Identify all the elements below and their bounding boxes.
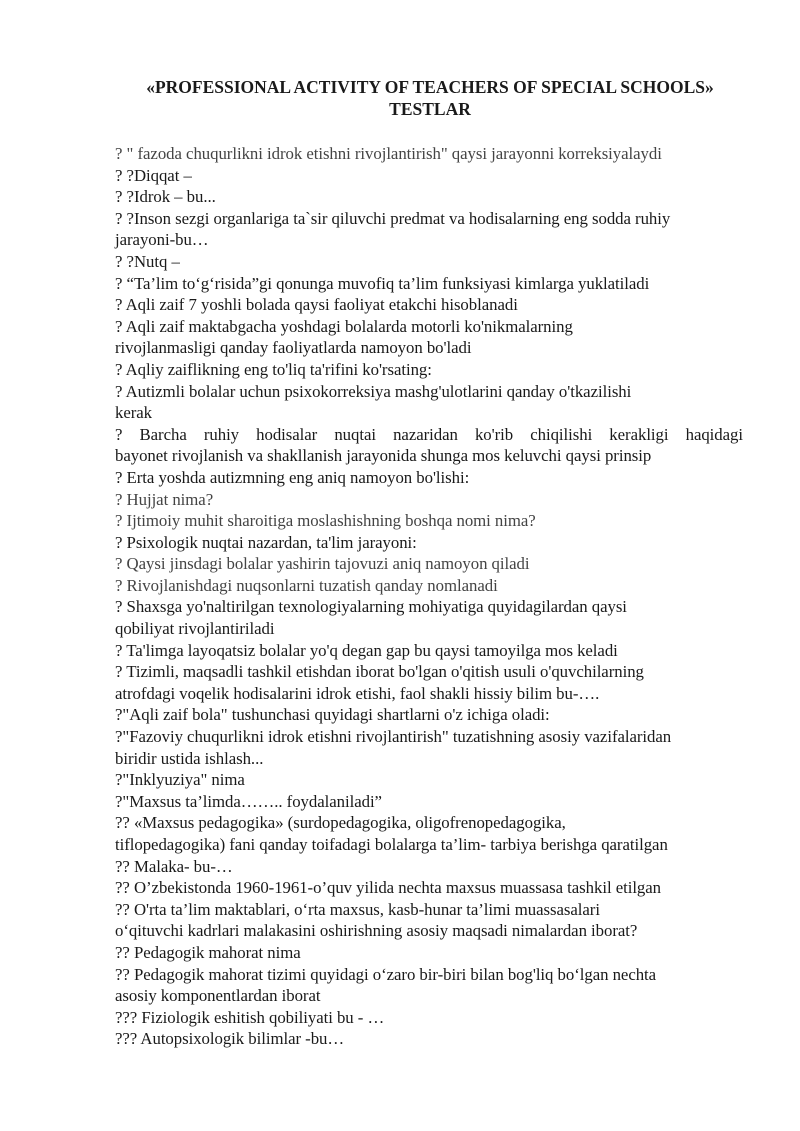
question-line: rivojlanmasligi qanday faoliyatlarda namoyon bo'ladi [115,338,472,358]
question-line: ? Ijtimoiy muhit sharoitiga moslashishning boshqa nomi nima? [115,511,536,531]
question-line: ? ?Diqqat – [115,165,192,185]
question-line: ?? «Maxsus pedagogika» (surdopedagogika, oligofrenopedagogika, [115,813,566,833]
question-line: asosiy komponentlardan iborat [115,986,321,1006]
question-line: ? ?Nutq – [115,251,180,271]
question-line: ? ?Inson sezgi organlariga ta`sir qiluvchi predmat va hodisalarning eng sodda ruhiy [115,208,671,228]
question-line: biridir ustida ishlash... [115,748,264,768]
question-line: ?? Pedagogik mahorat tizimi quyidagi o‘zaro bir-biri bilan bog'liq bo‘lgan nechta [115,964,657,984]
title-line-1: «PROFESSIONAL ACTIVITY OF TEACHERS OF SPECIAL SCHOOLS» [146,77,714,97]
question-line: ?? Malaka- bu-… [115,856,233,876]
question-line: ? Ta'limga layoqatsiz bolalar yo'q degan gap bu qaysi tamoyilga mos keladi [115,640,618,660]
question-line: atrofdagi voqelik hodisalarini idrok etishi, faol shakli hissiy bilim bu-…. [115,683,600,703]
question-line: ? Shaxsga yo'naltirilgan texnologiyalarning mohiyatiga quyidagilardan qaysi [115,597,627,617]
question-line: ? Qaysi jinsdagi bolalar yashirin tajovuzi aniq namoyon qiladi [115,554,530,574]
question-list [115,143,743,1050]
question-line: ?"Inklyuziya" nima [115,770,245,790]
question-line: tiflopedagogika) fani qanday toifadagi bolalarga ta’lim- tarbiya berishga qaratilgan [115,835,668,854]
question-line: ??? Autopsixologik bilimlar -bu… [115,1029,345,1049]
question-line: qobiliyat rivojlantiriladi [115,619,275,639]
question-line: ? Rivojlanishdagi nuqsonlarni tuzatish qanday nomlanadi [115,575,498,595]
question-line: ? Aqliy zaiflikning eng to'liq ta'rifini ko'rsating: [115,359,432,379]
title-line-2: TESTLAR [389,99,471,119]
question-line: ?"Fazoviy chuqurlikni idrok etishni rivojlantirish" tuzatishning asosiy vazifalaridan [115,727,672,747]
question-line: ? Tizimli, maqsadli tashkil etishdan iborat bo'lgan o'qitish usuli o'quvchilarning [115,662,644,682]
page-title [100,76,760,120]
question-line: ? Aqli zaif 7 yoshli bolada qaysi faoliyat etakchi hisoblanadi [115,295,518,315]
question-line: ?? O’zbekistonda 1960-1961-o’quv yilida nechta maxsus muassasa tashkil etilgan [115,878,662,898]
question-line: ?"Aqli zaif bola" tushunchasi quyidagi shartlarni o'z ichiga oladi: [115,705,550,725]
question-line: ? " fazoda chuqurlikni idrok etishni rivojlantirish" qaysi jarayonni korreksiyalaydi [115,144,662,163]
question-line: ?"Maxsus ta’limda…….. foydalaniladi” [115,791,382,811]
question-line: bayonet rivojlanish va shakllanish jarayonida shunga mos keluvchi qaysi prinsip [115,446,652,466]
question-line: ?? Pedagogik mahorat nima [115,942,301,962]
question-line: kerak [115,403,153,423]
question-line: ? “Ta’lim to‘g‘risida”gi qonunga muvofiq ta’lim funksiyasi kimlarga yuklatiladi [115,273,650,293]
question-line: ? Autizmli bolalar uchun psixokorreksiya mashg'ulotlarini qanday o'tkazilishi [115,381,632,401]
question-line: ? Erta yoshda autizmning eng aniq namoyon bo'lishi: [115,467,470,487]
question-line: ? Aqli zaif maktabgacha yoshdagi bolalarda motorli ko'nikmalarning [115,316,573,336]
question-line: jarayoni-bu… [115,230,209,250]
question-line: o‘qituvchi kadrlari malakasini oshirishning asosiy maqsadi nimalardan iborat? [115,921,638,941]
question-line: ?? O'rta ta’lim maktablari, o‘rta maxsus, kasb-hunar ta’limi muassasalari [115,899,600,919]
question-line: ? ?Idrok – bu... [115,187,216,207]
question-line: ? Hujjat nima? [115,489,214,509]
question-line: ??? Fiziologik eshitish qobiliyati bu - … [115,1007,385,1027]
question-line: ? Barcha ruhiy hodisalar nuqtai nazaridan ko'rib chiqilishi kerakligi haqidagi [115,424,743,444]
question-line: ? Psixologik nuqtai nazardan, ta'lim jarayoni: [115,532,417,552]
